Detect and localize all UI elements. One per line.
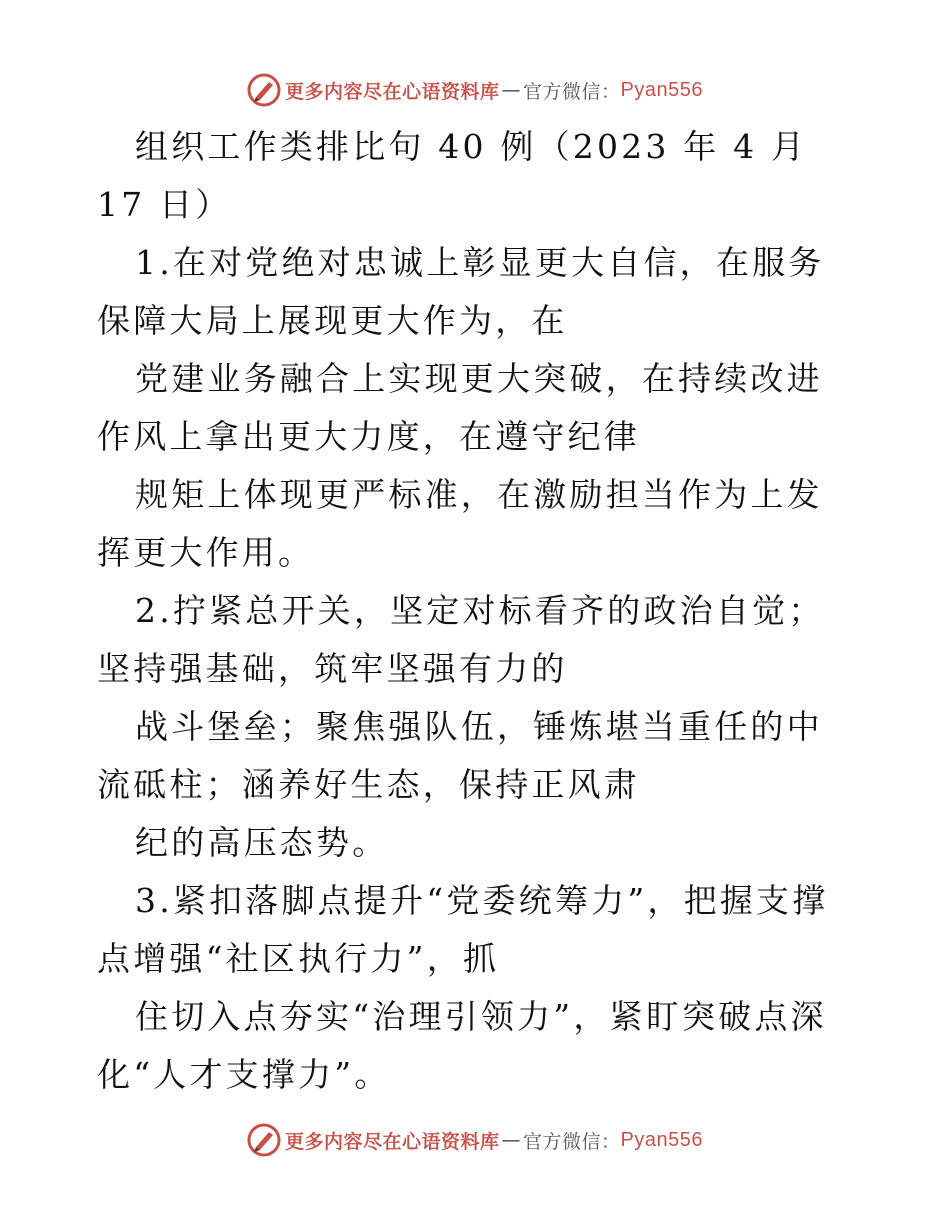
banner-wechat-id: Pyan556 — [620, 78, 703, 101]
document-title: 组织工作类排比句 40 例（2023 年 4 月 17 日） — [97, 127, 808, 224]
paragraph-2-part-2: 战斗堡垒；聚焦强队伍，锤炼堪当重任的中流砥柱；涵养好生态，保持正风肃 — [97, 707, 823, 804]
footer-watermark-banner — [0, 1120, 950, 1160]
paragraph-1-part-2: 党建业务融合上实现更大突破，在持续改进作风上拿出更大力度，在遵守纪律 — [97, 359, 823, 456]
banner-text: 更多内容尽在心语资料库 — [285, 1130, 500, 1153]
paragraph-2-part-3: 纪的高压态势。 — [135, 823, 389, 862]
banner-text: 更多内容尽在心语资料库 — [285, 80, 500, 103]
paragraph-2-part-1: 2.拧紧总开关，坚定对标看齐的政治自觉；坚持强基础，筑牢坚强有力的 — [97, 591, 825, 688]
paragraph-3-part-1: 3.紧扣落脚点提升“党委统筹力”，把握支撑点增强“社区执行力”，抓 — [97, 881, 829, 978]
paragraph-3-part-2: 住切入点夯实“治理引领力”，紧盯突破点深化“人才支撑力”。 — [97, 997, 827, 1094]
banner-dash: — — [501, 79, 522, 101]
banner-dash: — — [501, 1129, 522, 1151]
banner-label: 官方微信： — [523, 1130, 621, 1153]
banner-label: 官方微信： — [523, 80, 621, 103]
paragraph-1-part-3: 规矩上体现更严标准，在激励担当作为上发挥更大作用。 — [97, 475, 823, 572]
document-body — [97, 118, 857, 1104]
pen-logo-icon — [247, 1123, 281, 1157]
pen-logo-icon — [247, 73, 281, 107]
banner-wechat-id: Pyan556 — [620, 1128, 703, 1151]
paragraph-1-part-1: 1.在对党绝对忠诚上彰显更大自信，在服务保障大局上展现更大作为，在 — [97, 243, 825, 340]
header-watermark-banner — [0, 70, 950, 110]
